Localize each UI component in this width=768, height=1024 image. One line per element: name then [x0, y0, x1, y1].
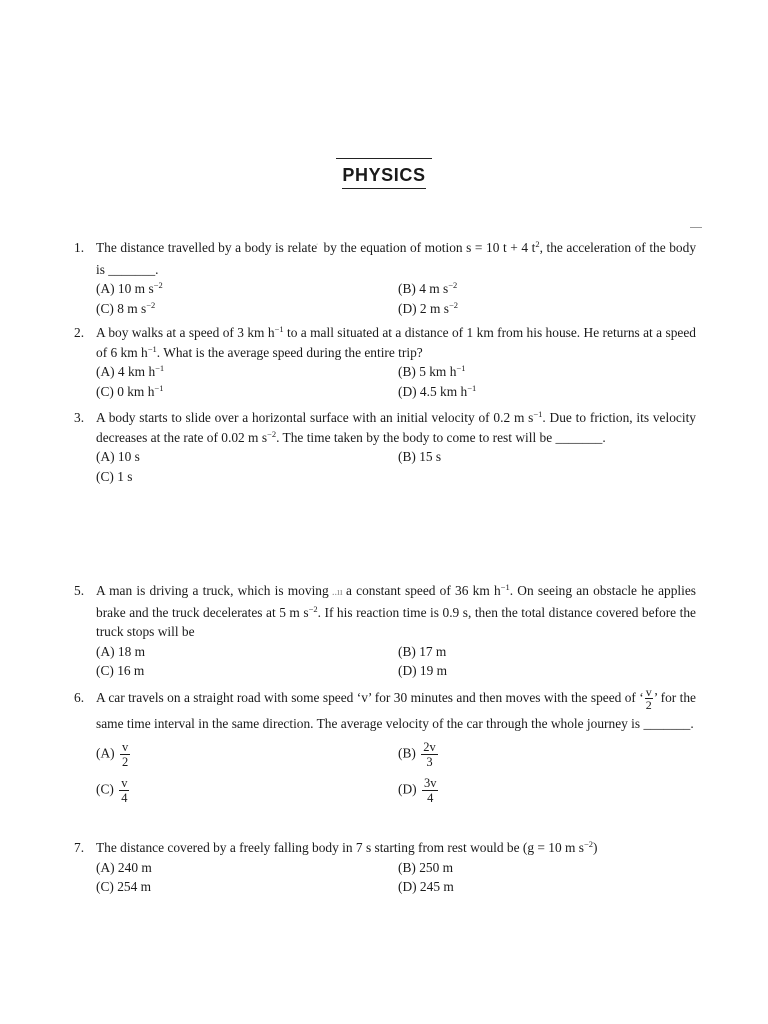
question-number: 2.: [74, 325, 85, 340]
option-c[interactable]: (C) 0 km $h^{-1}$: [96, 382, 164, 399]
question-number: 5.: [74, 583, 85, 598]
superscript: −1: [533, 409, 543, 419]
fraction: $\frac{2v}{3}$: [423, 740, 436, 770]
option-a[interactable]: (A) 4 km $h^{-1}$: [96, 363, 165, 379]
stem-text: The distance travelled by a body is relate: [96, 240, 318, 255]
option-c[interactable]: (C) 8 m $s^{-2}$: [96, 299, 156, 316]
option-a[interactable]: (A) 240 m: [96, 859, 152, 875]
stem-text: . The time taken by the body to come to rest will be _______.: [276, 429, 606, 445]
fraction: $\frac{v}{4}$: [121, 776, 128, 806]
question-stem: [96, 323, 696, 362]
superscript: −2: [267, 428, 277, 439]
option-b[interactable]: (B) 17 m: [398, 643, 447, 659]
question-6: [74, 685, 696, 810]
options: [96, 447, 696, 486]
stem-text: A man is driving a truck, which is moving: [96, 583, 329, 598]
option-b[interactable]: (B) 250 m: [398, 859, 454, 875]
option-a[interactable]: (A) 18 m: [96, 643, 146, 659]
stem-text: . On seeing an obstacle he applies brake and the truck decelerates at 5 m s: [96, 583, 696, 620]
option-c[interactable]: (C) $\frac{v}{4}$: [96, 776, 128, 806]
option-d[interactable]: (D) 245 m: [398, 879, 454, 894]
stem-text: The distance covered by a freely falling body in 7 s starting from rest would be (g = 10 m s: [96, 840, 584, 855]
stem-text: . If his reaction time is 0.9 s, then the total distance covered before the truck stops will be: [96, 604, 696, 639]
fraction: $\frac{v}{2}$: [121, 740, 129, 770]
stem-text: A body starts to slide over a horizontal surface with an initial velocity of 0.2 m s: [96, 410, 534, 425]
superscript: 2: [535, 239, 540, 249]
stem-text: , the acceleration of the body is _______.: [96, 240, 697, 277]
option-d[interactable]: (D) 19 m: [398, 663, 448, 678]
fraction: $\frac{3v}{4}$: [423, 776, 437, 806]
heading-text: PHYSICS: [342, 165, 425, 189]
question-1: [74, 238, 696, 318]
obscured-text: ..ıı: [328, 587, 346, 598]
option-a[interactable]: (A) 10 s: [96, 449, 140, 464]
superscript: −2: [584, 839, 594, 849]
question-2: [74, 323, 696, 401]
obscured-text: ׄ ׄ: [317, 244, 320, 255]
option-c[interactable]: (C) 1 s: [96, 468, 133, 484]
question-stem: [96, 838, 696, 858]
question-3: [74, 408, 696, 486]
option-c[interactable]: (C) 254 m: [96, 879, 152, 894]
options: [96, 279, 696, 318]
heading-top-rule: [336, 158, 432, 159]
option-d[interactable]: (D) $\frac{3v}{4}$: [398, 776, 437, 806]
stem-text: for the same time interval in the same direction. The average velocity of the car through the whole journey is _______.: [96, 690, 696, 732]
option-b[interactable]: (B) $\frac{2v}{3}$: [398, 740, 436, 770]
question-number: 7.: [74, 840, 85, 855]
stem-text: ): [593, 840, 598, 855]
option-b[interactable]: (B) 15 s: [398, 449, 442, 464]
superscript: −1: [147, 343, 157, 354]
stem-text: . What is the average speed during the entire trip?: [156, 344, 423, 360]
fraction: $\frac{v}{2}$: [645, 685, 652, 713]
stem-text: by the equation of motion s = 10 t + 4 t: [323, 240, 536, 255]
question-stem: [96, 238, 696, 279]
option-b[interactable]: (B) 4 m $s^{-2}$: [398, 280, 458, 296]
stem-text: to a mall situated at a distance of 1 km from his house. He returns at a speed of 6 km h: [96, 325, 696, 360]
question-number: 1.: [74, 240, 85, 255]
option-a[interactable]: (A) 10 m $s^{-2}$: [96, 280, 163, 296]
stem-text: A boy walks at a speed of 3 km h: [96, 325, 275, 340]
superscript: −1: [500, 582, 510, 592]
superscript: −2: [308, 603, 318, 614]
option-b[interactable]: (B) 5 km $h^{-1}$: [398, 363, 466, 379]
stem-text: a constant speed of 36 km h: [345, 583, 501, 598]
stem-text: A car travels on a straight road with some speed ‘v’ for 30 minutes and then moves with the speed of: [96, 690, 636, 705]
question-stem: [96, 408, 696, 447]
margin-mark: [690, 227, 702, 228]
question-stem: A car travels on a straight road with some speed ‘v’ for 30 minutes and then moves with the speed of ‘ $\frac{v}{2}$ ’ for the same time interval in the same direction. The average velocity of the car through the whole journey is _______.: [96, 685, 696, 732]
option-c[interactable]: (C) 16 m: [96, 663, 145, 678]
option-d[interactable]: (D) 4.5 km $h^{-1}$: [398, 382, 477, 399]
page-heading: [0, 158, 768, 189]
options: [96, 642, 696, 681]
options: [96, 738, 696, 810]
stem-text: . Due to friction, its velocity decreases at the rate of 0.02 m s: [96, 410, 697, 445]
options: [96, 858, 696, 897]
question-7: [74, 838, 696, 897]
superscript: −1: [274, 324, 284, 334]
question-number: 3.: [74, 410, 85, 425]
question-number: 6.: [74, 690, 85, 705]
question-5: [74, 581, 696, 681]
options: [96, 362, 696, 401]
option-a[interactable]: (A) $\frac{v}{2}$: [96, 740, 129, 770]
question-stem: [96, 581, 696, 642]
option-d[interactable]: (D) 2 m $s^{-2}$: [398, 299, 459, 316]
